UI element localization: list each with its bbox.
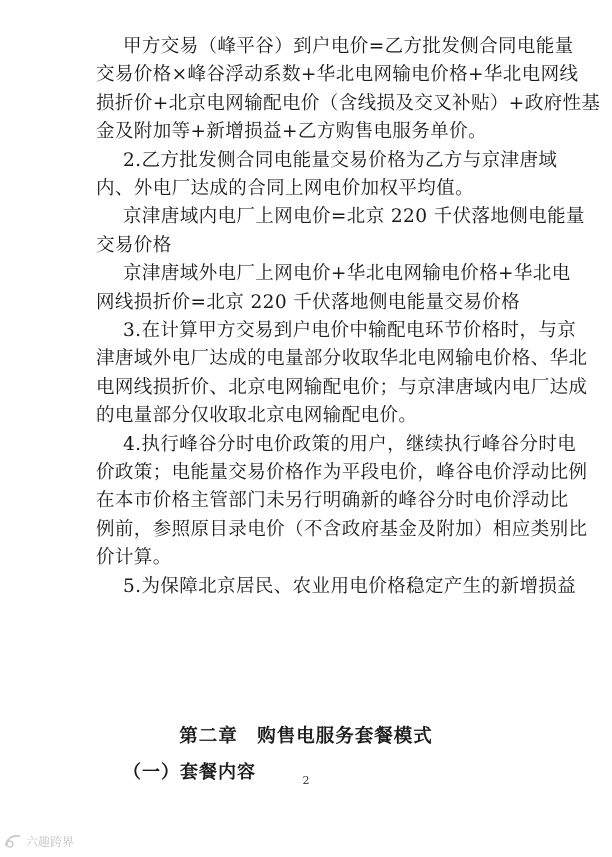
body-line-6: 内、外电厂达成的合同上网电价加权平均值。 [96,178,475,199]
body-line-1: 甲方交易（峰平谷）到户电价=乙方批发侧合同电能量 [123,36,574,57]
body-line-17: 在本市价格主管部门未另行明确新的峰谷分时电价浮动比 [96,490,569,512]
body-line-19: 价计算。 [96,547,172,569]
body-line-14: 的电量部分仅收取北京电网输配电价。 [96,405,418,427]
body-line-3: 损折价+北京电网输配电价（含线损及交叉补贴）+政府性基 [96,92,601,114]
watermark-logo-icon [4,833,22,849]
body-line-2: 交易价格×峰谷浮动系数+华北电网输电价格+华北电网线 [96,64,579,86]
body-line-10: 网线损折价=北京 220 千伏落地侧电能量交易价格 [96,291,521,313]
watermark [4,831,74,851]
watermark-text: 六趣跨界 [26,834,75,849]
body-line-15: 4.执行峰谷分时电价政策的用户，继续执行峰谷分时电 [123,433,577,455]
section-heading: （一）套餐内容 [123,762,256,783]
body-line-7: 京津唐域内电厂上网电价=北京 220 千伏落地侧电能量 [123,206,585,228]
body-line-18: 例前，参照原目录电价（不含政府基金及附加）相应类别比 [96,518,588,540]
body-line-11: 3.在计算甲方交易到户电价中输配电环节价格时，与京 [123,320,577,341]
body-line-8: 交易价格 [96,234,172,256]
body-line-13: 电网线损折价、北京电网输配电价；与京津唐域内电厂达成 [96,376,588,398]
body-line-20: 5.为保障北京居民、农业用电价格稳定产生的新增损益 [123,575,577,597]
body-line-9: 京津唐域外电厂上网电价+华北电网输电价格+华北电 [123,263,571,285]
body-line-4: 金及附加等+新增损益+乙方购售电服务单价。 [96,121,487,143]
chapter-heading: 第二章 购售电服务套餐模式 [179,726,433,747]
body-line-5: 2.乙方批发侧合同电能量交易价格为乙方与京津唐域 [123,149,558,171]
body-line-12: 津唐域外电厂达成的电量部分收取华北电网输电价格、华北 [96,348,588,370]
page-number: 2 [302,774,310,787]
body-line-16: 价政策；电能量交易价格作为平段电价，峰谷电价浮动比例 [96,462,588,483]
